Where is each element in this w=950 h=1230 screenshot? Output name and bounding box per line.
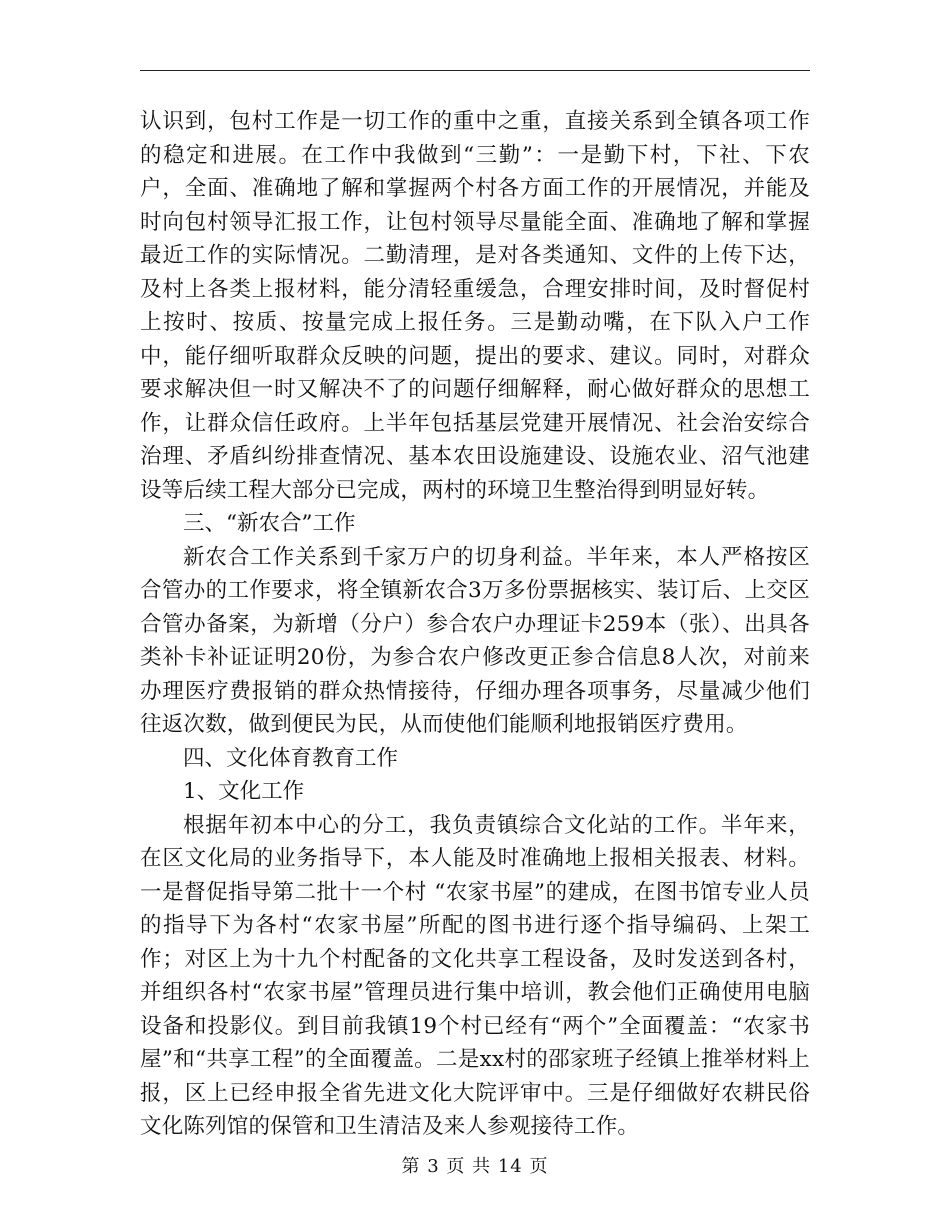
heading-section-4: 四、文化体育教育工作 — [183, 745, 399, 771]
paragraph-new-rural-cooperative: 新农合工作关系到千家万户的切身利益。半年来，本人严格按区合管办的工作要求，将全镇新农合3万多份票据核实、装订后、上交区合管办备案，为新增（分户）参合农户办理证卡259本（张）、出具各类补卡补证证明20份，为参合农户修改更正参合信息8人次，对前来办理医疗费报销的群众热情接待，仔细办理各项事务，尽量减少他们往返次数，做到便民为民，从而使他们能顺利地报销医疗费用。 — [140, 544, 810, 737]
header-rule — [140, 70, 810, 71]
paragraph-rural-work: 认识到，包村工作是一切工作的重中之重，直接关系到全镇各项工作的稳定和进展。在工作中我做到“三勤”：一是勤下村，下社、下农户，全面、准确地了解和掌握两个村各方面工作的开展情况，并能及时向包村领导汇报工作，让包村领导尽量能全面、准确地了解和掌握最近工作的实际情况。二勤清理，是对各类通知、文件的上传下达，及村上各类上报材料，能分清轻重缓急，合理安排时间，及时督促村上按时、按质、按量完成上报任务。三是勤动嘴，在下队入户工作中，能仔细听取群众反映的问题，提出的要求、建议。同时，对群众要求解决但一时又解决不了的问题仔细解释，耐心做好群众的思想工作，让群众信任政府。上半年包括基层党建开展情况、社会治安综合治理、矛盾纠纷排查情况、基本农田设施建设、设施农业、沼气池建设等后续工程大部分已完成，两村的环境卫生整治得到明显好转。 — [140, 109, 810, 503]
document-body — [140, 105, 810, 1144]
heading-subsection-culture: 1、文化工作 — [183, 779, 305, 804]
page-number-footer: 第 3 页 共 14 页 — [401, 1156, 549, 1177]
paragraph-culture-work: 根据年初本中心的分工，我负责镇综合文化站的工作。半年来，在区文化局的业务指导下，本人能及时准确地上报相关报表、材料。一是督促指导第二批十一个村 “农家书屋”的建成，在图书馆专业人员的指导下为各村“农家书屋”所配的图书进行逐个指导编码、上架工作；对区上为十九个村配备的文化共享工程设备，及时发送到各村，并组织各村“农家书屋”管理员进行集中培训，教会他们正确使用电脑设备和投影仪。到目前我镇19个村已经有“两个”全面覆盖：“农家书屋”和“共享工程”的全面覆盖。二是xx村的邵家班子经镇上推举材料上报，区上已经申报全省先进文化大院评审中。三是仔细做好农耕民俗文化陈列馆的保管和卫生清洁及来人参观接待工作。 — [140, 812, 810, 1139]
heading-section-3: 三、“新农合”工作 — [183, 511, 356, 536]
